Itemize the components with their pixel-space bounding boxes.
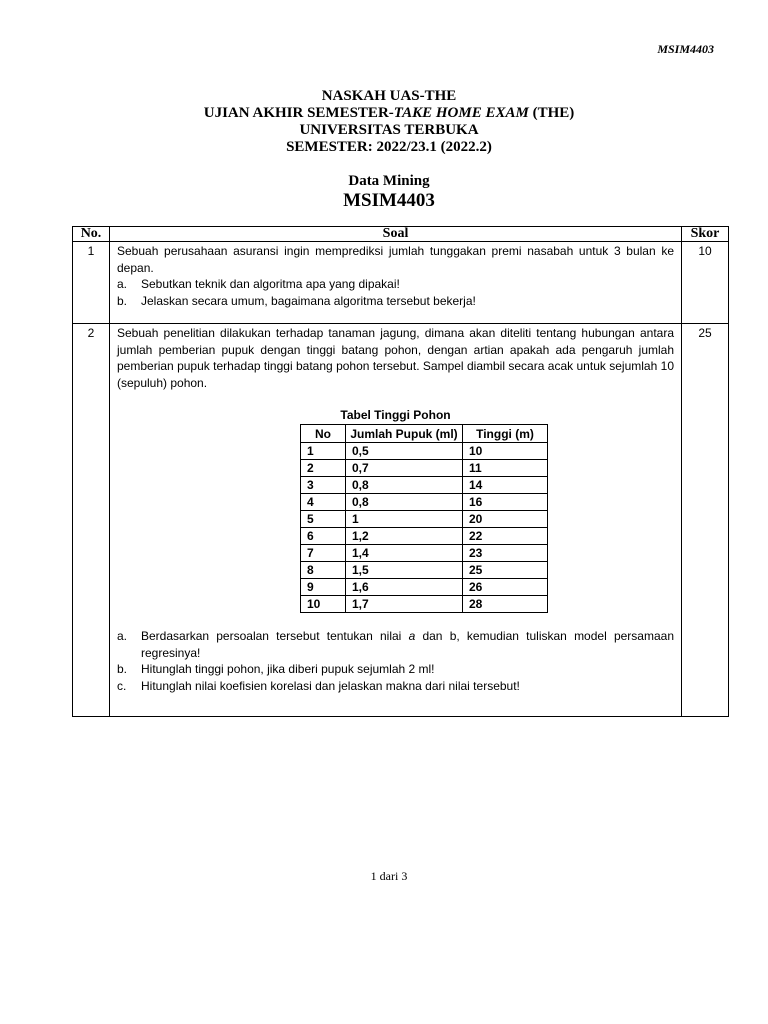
option-a-part-2: dan b, kemudian tuliskan model persamaan regresinya! (141, 629, 674, 660)
header-course-code: MSIM4403 (657, 42, 714, 56)
cell-pupuk: 1,6 (346, 579, 463, 596)
title-line-2-italic: TAKE HOME EXAM (393, 105, 529, 121)
question-2-score: 25 (682, 324, 729, 717)
cell-pupuk: 0,7 (346, 460, 463, 477)
col-header-pupuk: Jumlah Pupuk (ml) (346, 425, 463, 443)
table-row (301, 494, 548, 511)
table-row (301, 460, 548, 477)
questions-table (72, 226, 729, 717)
header-no: No. (73, 227, 110, 242)
page-footer: 1 dari 3 (370, 869, 408, 883)
cell-pupuk: 0,8 (346, 477, 463, 494)
option-label: b. (117, 662, 128, 676)
question-1-score: 10 (682, 242, 729, 324)
cell-no: 3 (301, 477, 346, 494)
option-text: Jelaskan secara umum, bagaimana algoritma tersebut bekerja! (141, 293, 476, 308)
question-1-options (117, 276, 674, 309)
option-text (141, 628, 674, 661)
subject-code: MSIM4403 (343, 190, 435, 211)
questions-header-row (73, 227, 729, 242)
table-row (301, 528, 548, 545)
cell-tinggi: 11 (463, 460, 548, 477)
question-2-body (110, 324, 682, 717)
cell-tinggi: 22 (463, 528, 548, 545)
col-header-no: No (301, 425, 346, 443)
cell-tinggi: 25 (463, 562, 548, 579)
question-1-body (110, 242, 682, 324)
cell-no: 7 (301, 545, 346, 562)
question-2-text: Sebuah penelitian dilakukan terhadap tanaman jagung, dimana akan diteliti tentang hubungan antara jumlah pemberian pupuk dengan tinggi batang pohon, dengan artian apakah ada pengaruh jumlah pemberian pupuk terhadap tinggi batang pohon tersebut. Sampel diambil secara acak untuk sejumlah 10 (sepuluh) pohon. (117, 326, 674, 390)
header-soal: Soal (110, 227, 682, 242)
title-line-2 (0, 105, 768, 122)
cell-no: 6 (301, 528, 346, 545)
option-a-italic: a (408, 629, 416, 643)
option-a-part-1: Berdasarkan persoalan tersebut tentukan nilai (141, 629, 409, 643)
title-line-1: NASKAH UAS-THE (321, 88, 457, 104)
cell-no: 8 (301, 562, 346, 579)
cell-pupuk: 1,5 (346, 562, 463, 579)
subject-block (0, 172, 768, 212)
cell-tinggi: 23 (463, 545, 548, 562)
option-label: a. (117, 629, 128, 643)
cell-no: 2 (301, 460, 346, 477)
question-row-1 (73, 242, 729, 324)
cell-no: 5 (301, 511, 346, 528)
question-2-option-b (117, 661, 674, 678)
table-row (301, 477, 548, 494)
cell-pupuk: 1,2 (346, 528, 463, 545)
table-row (301, 596, 548, 613)
col-header-tinggi: Tinggi (m) (463, 425, 548, 443)
cell-pupuk: 0,5 (346, 443, 463, 460)
option-label: c. (117, 678, 127, 693)
title-line-2-suffix: (THE) (528, 105, 575, 121)
cell-no: 10 (301, 596, 346, 613)
cell-no: 9 (301, 579, 346, 596)
tree-height-table (300, 424, 548, 613)
cell-tinggi: 28 (463, 596, 548, 613)
tree-height-table-header (301, 425, 548, 443)
table-row (301, 545, 548, 562)
cell-tinggi: 10 (463, 443, 548, 460)
table-row (301, 562, 548, 579)
title-line-3: UNIVERSITAS TERBUKA (299, 122, 479, 138)
cell-pupuk: 0,8 (346, 494, 463, 511)
tree-height-table-title: Tabel Tinggi Pohon (340, 408, 451, 422)
cell-no: 4 (301, 494, 346, 511)
option-label: a. (117, 277, 128, 291)
question-1-option-b (117, 293, 674, 310)
cell-no: 1 (301, 443, 346, 460)
cell-pupuk: 1 (346, 511, 463, 528)
cell-tinggi: 14 (463, 477, 548, 494)
table-row (301, 443, 548, 460)
cell-tinggi: 26 (463, 579, 548, 596)
question-2-number: 2 (73, 324, 110, 717)
question-1-text: Sebuah perusahaan asuransi ingin memprediksi jumlah tunggakan premi nasabah untuk 3 bulan ke depan. (117, 244, 674, 275)
cell-tinggi: 20 (463, 511, 548, 528)
cell-pupuk: 1,7 (346, 596, 463, 613)
question-2-option-a (117, 628, 674, 661)
question-row-2 (73, 324, 729, 717)
title-line-2-prefix: UJIAN AKHIR SEMESTER- (203, 105, 394, 121)
table-row (301, 511, 548, 528)
subject-name: Data Mining (348, 173, 430, 189)
question-1-option-a (117, 276, 674, 293)
question-2-options (117, 628, 674, 694)
option-label: b. (117, 293, 128, 308)
question-2-option-c (117, 678, 674, 695)
option-text: Hitunglah nilai koefisien korelasi dan jelaskan makna dari nilai tersebut! (141, 678, 520, 693)
header-skor: Skor (682, 227, 729, 242)
option-text: Sebutkan teknik dan algoritma apa yang dipakai! (141, 277, 400, 291)
title-line-4: SEMESTER: 2022/23.1 (2022.2) (286, 139, 492, 155)
cell-tinggi: 16 (463, 494, 548, 511)
table-row (301, 579, 548, 596)
exam-title-block (0, 88, 768, 156)
cell-pupuk: 1,4 (346, 545, 463, 562)
option-text: Hitunglah tinggi pohon, jika diberi pupuk sejumlah 2 ml! (141, 662, 435, 676)
question-1-number: 1 (73, 242, 110, 324)
